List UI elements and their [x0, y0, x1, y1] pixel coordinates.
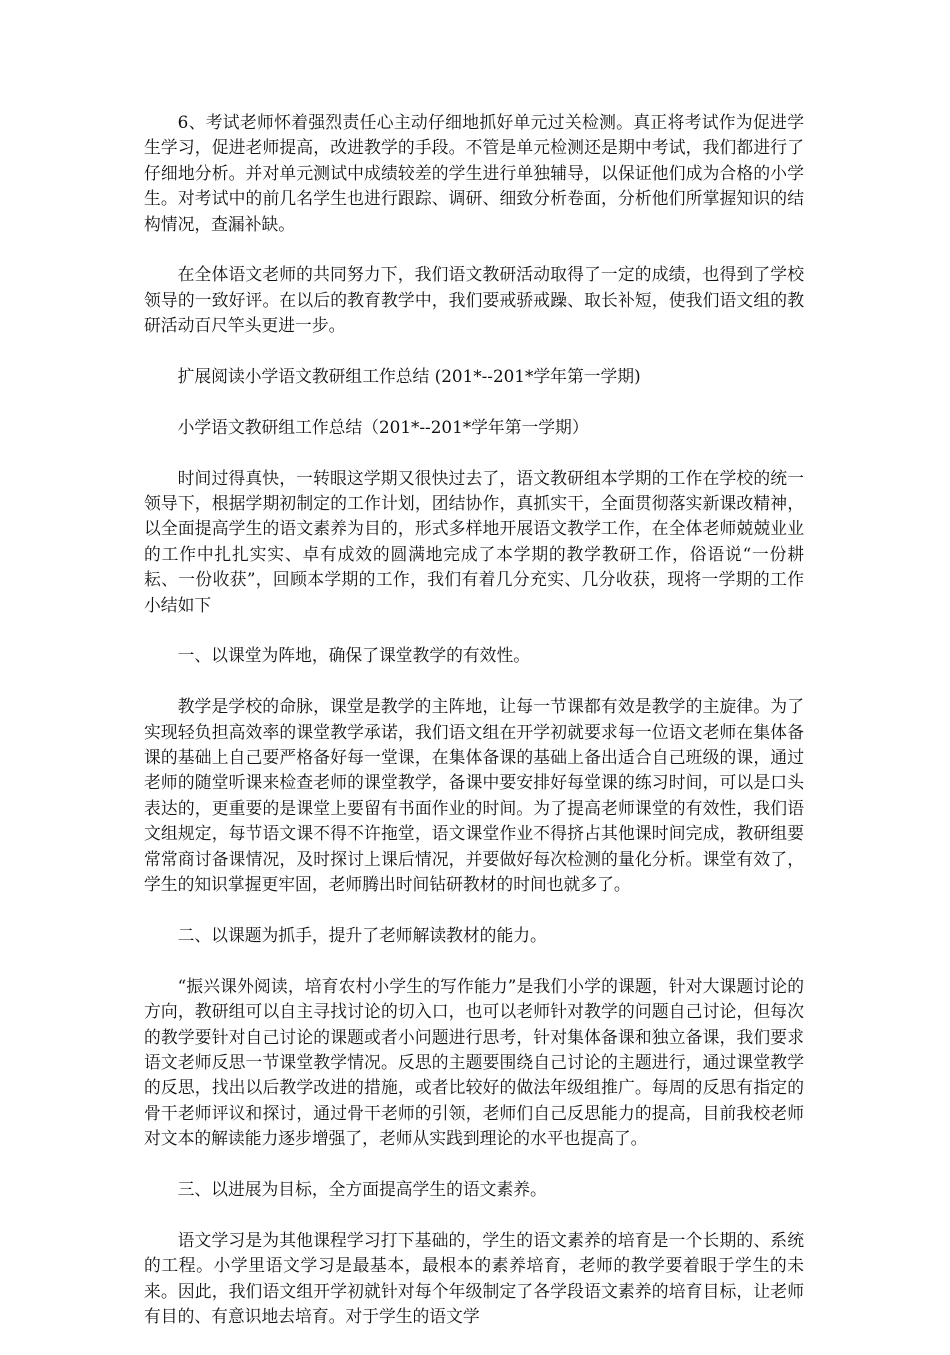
paragraph-exam-checks: 6、考试老师怀着强烈责任心主动仔细地抓好单元过关检测。真正将考试作为促进学生学习，促进老师提高，改进教学的手段。不管是单元检测还是期中考试，我们都进行了仔细地分析。并对单元测试中成绩较差的学生进行单独辅导，以保证他们成为合格的小学生。对考试中的前几名学生也进行跟踪、调研、细致分析卷面，分析他们所掌握知识的结构情况，查漏补缺。	[144, 112, 804, 234]
paragraph-introduction: 时间过得真快，一转眼这学期又很快过去了，语文教研组本学期的工作在学校的统一领导下，根据学期初制定的工作计划，团结协作，真抓实干，全面贯彻落实新课改精神，以全面提高学生的语文素养为目的，形式多样地开展语文教学工作，在全体老师兢兢业业的工作中扎扎实实、卓有成效的圆满地完成了本学期的教学教研工作，俗语说“一份耕耘、一份收获”，回顾本学期的工作，我们有着几分充实、几分收获，现将一学期的工作小结如下	[144, 467, 804, 615]
paragraph-summary-praise: 在全体语文老师的共同努力下，我们语文教研活动取得了一定的成绩，也得到了学校领导的一致好评。在以后的教育教学中，我们要戒骄戒躁、取长补短，使我们语文组的教研活动百尺竿头更进一步。	[144, 264, 804, 336]
section-heading-3: 三、以进展为目标，全方面提高学生的语文素养。	[177, 1178, 547, 1199]
paragraph-classroom-teaching: 教学是学校的命脉，课堂是教学的主阵地，让每一节课都有效是教学的主旋律。为了实现轻负担高效率的课堂教学承诺，我们语文组在开学初就要求每一位语文老师在集体备课的基础上自己要严格备好每一堂课，在集体备课的基础上备出适合自己班级的课，通过老师的随堂听课来检查老师的课堂教学，备课中要安排好每堂课的练习时间，可以是口头表达的，更重要的是课堂上要留有书面作业的时间。为了提高老师课堂的有效性，我们语文组规定，每节语文课不得不许拖堂，语文课堂作业不得挤占其他课时间完成，教研组要常常商讨备课情况，及时探讨上课后情况，并要做好每次检测的量化分析。课堂有效了，学生的知识掌握更牢固，老师腾出时间钻研教材的时间也就多了。	[144, 696, 804, 895]
section-heading-1: 一、以课堂为阵地，确保了课堂教学的有效性。	[177, 645, 531, 666]
paragraph-research-topic: “振兴课外阅读，培育农村小学生的写作能力”是我们小学的课题，针对大课题讨论的方向，教研组可以自主寻找讨论的切入口，也可以老师针对教学的问题自己讨论，但每次的教学要针对自己讨论的课题或者小问题进行思考，针对集体备课和独立备课，我们要求语文老师反思一节课堂教学情况。反思的主题要围绕自己讨论的主题进行，通过课堂教学的反思，找出以后教学改进的措施，或者比较好的做法年级组推广。每周的反思有指定的骨干老师评议和探讨，通过骨干老师的引领，老师们自己反思能力的提高，目前我校老师对文本的解读能力逐步增强了，老师从实践到理论的水平也提高了。	[144, 975, 804, 1149]
paragraph-literacy: 语文学习是为其他课程学习打下基础的，学生的语文素养的培育是一个长期的、系统的工程。小学里语文学习是最基本，最根本的素养培育，老师的教学要着眼于学生的未来。因此，我们语文组开学初就针对每个年级制定了各学段语文素养的培育目标，让老师有目的、有意识地去培育。对于学生的语文学	[144, 1229, 804, 1326]
extended-reading-title: 扩展阅读小学语文教研组工作总结 (201*--201*学年第一学期)	[177, 366, 641, 387]
document-page	[144, 110, 804, 1355]
report-title: 小学语文教研组工作总结（201*--201*学年第一学期）	[177, 416, 589, 437]
section-heading-2: 二、以课题为抓手，提升了老师解读教材的能力。	[177, 924, 547, 945]
